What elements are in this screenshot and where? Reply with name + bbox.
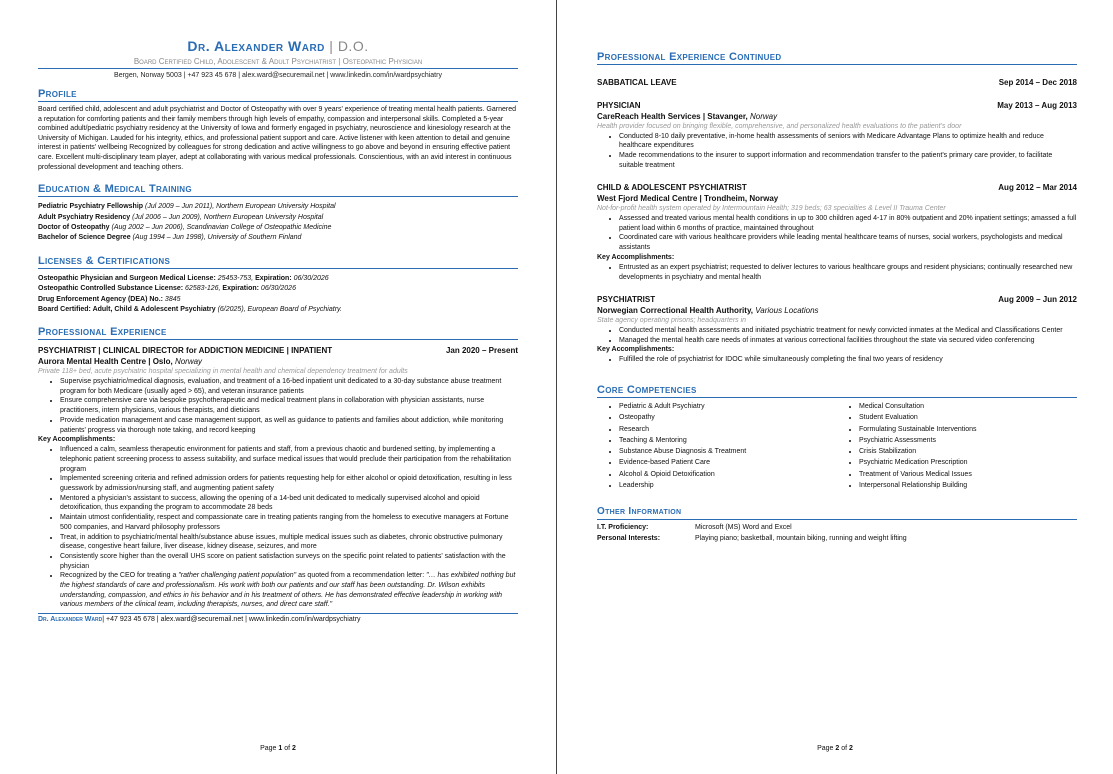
- job-duties: [597, 214, 1077, 253]
- list-item: • Medical Consultation: [859, 401, 1077, 412]
- list-item: • Osteopathy: [619, 412, 837, 423]
- licenses-heading: Licenses & Certifications: [38, 254, 518, 269]
- education-list: [38, 202, 518, 244]
- competencies-right-column: [837, 401, 1077, 491]
- resume-page-2: [557, 0, 1113, 774]
- job-dates: Sep 2014 – Dec 2018: [998, 78, 1077, 87]
- list-item: • Managed the mental health care needs of inmates at various correctional facilities throughout the state via secured video conferencing: [619, 336, 1077, 346]
- job-description: Not-for-profit health system operated by Intermountain Health; 319 beds; 63 specialties & Level II Trauma Center: [597, 205, 946, 213]
- license-item: Drug Enforcement Agency (DEA) No.: 3845: [38, 295, 181, 303]
- list-item: • Recognized by the CEO for treating a "rather challenging patient population" as quoted from a recommendation letter: "… has exhibited nothing but the highest standards of care and professionalism. His work with both our patients and our staff has been outstanding. Dr. Wilson exhibits understanding, compassion, and ethics in his behavior and in his treatment of others. He has demonstrated effective leadership in working with various members of the clinical team, including therapists, nurses, and direct care staff.": [60, 571, 518, 610]
- list-item: • Teaching & Mentoring: [619, 435, 837, 446]
- contact-line: Bergen, Norway 5003 | +47 923 45 678 | alex.ward@securemail.net | www.linkedin.com/in/wardpsychiatry: [114, 72, 442, 79]
- list-item: • Evidence-based Patient Care: [619, 457, 837, 468]
- sabbatical-row: [597, 77, 1077, 88]
- job-description: Private 118+ bed, acute psychiatric hospital specializing in mental health and chemical dependency treatment for adults: [38, 368, 408, 376]
- list-item: • Consistently score higher than the overall UHS score on patient satisfaction surveys on the specific point related to patients' satisfaction with the physician: [60, 552, 518, 571]
- list-item: • Substance Abuse Diagnosis & Treatment: [619, 446, 837, 457]
- job-dates: Aug 2012 – Mar 2014: [998, 183, 1077, 193]
- footer-name: Dr. Alexander Ward: [38, 616, 103, 624]
- list-item: • Alcohol & Opioid Detoxification: [619, 469, 837, 480]
- job-employer: Aurora Mental Health Centre | Oslo, Norway: [38, 357, 203, 367]
- list-item: • Maintain utmost confidentiality, respect and compassionate care in treating patients ranging from the homeless to executive managers at Fortune 500 companies, and Harvard philosophy professors: [60, 513, 518, 532]
- job-duties: [597, 326, 1077, 345]
- list-item: • Psychiatric Medication Prescription: [859, 457, 1077, 468]
- accomplishments-label: Key Accomplishments:: [597, 346, 675, 354]
- profile-text: Board certified child, adolescent and adult psychiatrist and Doctor of Osteopathy with over 9 years' experience of treating mental health patients. Garnered a reputation for comforting patients and their family members through high levels of empathy, compassion and interpersonal skills. Completed a 5-year combined adult/pediatric psychiatry residency at the University of Iowa and formerly engaged in psychiatry, neuroscience and kinesiology research at the University of Michigan. Lauded for his integrity, ethics, and professional patient support and care. Active listener with keen attention to detail and genuine interest in patients' wellbeing Recognized by colleagues for strong dedication and active willingness to go above and beyond in ensuring effective patient care. Excellent multi-disciplinary team player, adept at collaborating with various medical professionals. Conscientious, with an avid interest in continuous professional development and teaching others.: [38, 106, 516, 171]
- list-item: • Pediatric & Adult Psychiatry: [619, 401, 837, 412]
- other-info-heading: Other Information: [597, 505, 1077, 520]
- accomplishments-label: Key Accomplishments:: [597, 253, 675, 261]
- subtitle: Board Certified Child, Adolescent & Adult Psychiatrist | Osteopathic Physician: [38, 56, 518, 69]
- job-title: PHYSICIAN: [597, 101, 641, 110]
- list-item: • Student Evaluation: [859, 412, 1077, 423]
- job-dates: May 2013 – Aug 2013: [997, 101, 1077, 110]
- info-row: Personal Interests: Playing piano; basketball, mountain biking, running and weight lifting: [597, 535, 907, 543]
- job-dates: Jan 2020 – Present: [445, 346, 518, 356]
- accomplishments-list: [597, 355, 1077, 365]
- list-item: • Supervise psychiatric/medical diagnosis, evaluation, and treatment of a 16-bed inpatient unit dedicated to a 30-day substance abuse treatment program for both Medicare (usually aged > 65), and veteran insurance patients: [60, 377, 518, 396]
- education-item: Bachelor of Science Degree (Aug 1994 – Jun 1998), University of Southern Finland: [38, 234, 302, 242]
- name-text: Dr. Alexander Ward: [187, 38, 325, 54]
- job-title-row: [597, 294, 1077, 305]
- job-description: Health provider focused on bringing flexible, comprehensive, and personalized health evaluations to the patient's door: [597, 123, 962, 130]
- list-item: • Entrusted as an expert psychiatrist; requested to deliver lectures to various healthcare groups and resident physicians; continually researched new developments in psychiatry and mental health: [619, 263, 1077, 282]
- list-item: • Conducted 8-10 daily preventative, in-home health assessments of seniors with Medicare Advantage Plans to optimize health and reduce healthcare expenditures: [619, 132, 1077, 151]
- accomplishments-label: Key Accomplishments:: [38, 436, 116, 444]
- list-item: • Crisis Stabilization: [859, 446, 1077, 457]
- list-item: • Implemented screening criteria and refined admission orders for patients requesting help for either alcohol or opioid detoxification, resulting in less guesswork by admission/nursing staff, and augmenting patient safety: [60, 474, 518, 493]
- job-description: State agency operating prisons; headquarters in: [597, 317, 747, 325]
- license-item: Board Certified: Adult, Child & Adolescent Psychiatry (6/2025), European Board of Psychiatry.: [38, 306, 342, 313]
- profile-heading: Profile: [38, 87, 518, 102]
- accomplishments-list: [597, 263, 1077, 282]
- list-item: • Psychiatric Assessments: [859, 435, 1077, 446]
- list-item: • Provide medication management and case management support, as well as guidance to patients and families about addiction, while monitoring patients' progress via thorough note taking, and record keeping: [60, 416, 518, 435]
- job-entry: [38, 345, 518, 610]
- list-item: • Treatment of Various Medical Issues: [859, 469, 1077, 480]
- list-item: • Assessed and treated various mental health conditions in up to 300 children aged 4-17 in 80% outpatient and 20% inpatient settings; amassed a full patient load within 6 months of practice, maintained throughout: [619, 214, 1077, 233]
- job-employer: Norwegian Correctional Health Authority, Various Locations: [597, 306, 819, 316]
- licenses-list: [38, 274, 518, 316]
- job-entry: [597, 100, 1077, 170]
- competencies-heading: Core Competencies: [597, 383, 1077, 398]
- list-item: • Coordinated care with various healthcare providers while leading mental healthcare teams of nurses, social workers, psychologists and medical assistants: [619, 233, 1077, 252]
- page-number: Page 2 of 2: [817, 745, 853, 752]
- footer-contact: | +47 923 45 678 | alex.ward@securemail.net | www.linkedin.com/in/wardpsychiatry: [102, 616, 361, 624]
- resume-page-1: [0, 0, 556, 774]
- job-employer: West Fjord Medical Centre | Trondheim, Norway: [597, 194, 779, 204]
- list-item: • Mentored a physician's assistant to success, allowing the opening of a 14-bed unit dedicated to medically supervised alcohol and opioid detoxification, thus expanding the program to accommodate 28 beds: [60, 494, 518, 513]
- job-employer: CareReach Health Services | Stavanger, Norway: [597, 112, 778, 121]
- job-title-row: [597, 100, 1077, 111]
- job-entry: [597, 294, 1077, 365]
- list-item: • Interpersonal Relationship Building: [859, 480, 1077, 491]
- education-item: Pediatric Psychiatry Fellowship (Jul 2009 – Jun 2011), Northern European University Hospital: [38, 203, 336, 211]
- list-item: • Leadership: [619, 480, 837, 491]
- degree-text: D.O.: [337, 38, 369, 54]
- education-item: Doctor of Osteopathy (Aug 2002 – Jun 2006), Scandinavian College of Osteopathic Medicine: [38, 223, 332, 231]
- job-duties: [597, 132, 1077, 171]
- list-item: • Influenced a calm, seamless therapeutic environment for patients and staff, from a previous chaotic and burdened setting, by implementing a telephonic patient screening process to assess suitability, and surface medical issues that would preclude their participation from the rehabilitation program: [60, 445, 518, 474]
- job-duties: [38, 377, 518, 435]
- job-title-row: [597, 182, 1077, 193]
- competencies-grid: [597, 401, 1077, 491]
- education-item: Adult Psychiatry Residency (Jul 2006 – Jun 2009), Northern European University Hospital: [38, 213, 324, 221]
- list-item: • Conducted mental health assessments and initiated psychiatric treatment for newly convicted inmates at the Medical and Classifications Center: [619, 326, 1077, 336]
- page-footer: [38, 613, 518, 625]
- license-item: Osteopathic Controlled Substance License: 62583-126, Expiration: 06/30/2026: [38, 285, 296, 293]
- experience-heading: Professional Experience: [38, 325, 518, 340]
- job-title: SABBATICAL LEAVE: [597, 78, 677, 87]
- info-row: I.T. Proficiency: Microsoft (MS) Word and Excel: [597, 524, 792, 532]
- name-separator: |: [329, 38, 334, 54]
- competencies-left-column: [597, 401, 837, 491]
- list-item: • Ensure comprehensive care via bespoke psychotherapeutic and medical treatment plans in collaboration with physician assistants, nurse practitioners, intern physicians, various therapists, and dieticians: [60, 396, 518, 415]
- job-title: PSYCHIATRIST: [597, 295, 656, 305]
- job-dates: Aug 2009 – Jun 2012: [998, 295, 1077, 305]
- job-entry: [597, 182, 1077, 282]
- accomplishments-list: [38, 445, 518, 610]
- other-info-list: [597, 522, 1077, 544]
- page-number: Page 1 of 2: [260, 745, 296, 752]
- job-title: PSYCHIATRIST | CLINICAL DIRECTOR for ADDICTION MEDICINE | INPATIENT: [38, 346, 333, 356]
- job-title: CHILD & ADOLESCENT PSYCHIATRIST: [597, 183, 747, 193]
- list-item: • Made recommendations to the insurer to support information and recommendation transfer to the patient's primary care provider, to facilitate suitable treatment: [619, 151, 1077, 170]
- list-item: • Formulating Sustainable Interventions: [859, 424, 1077, 435]
- list-item: • Treat, in addition to psychiatric/mental health/substance abuse issues, multiple medical issues such as diabetes, chronic obstructive pulmonary disease, congestive heart failure, liver disease, kidney disease, seizures, and more: [60, 533, 518, 552]
- name-header: [38, 38, 518, 54]
- experience-continued-heading: Professional Experience Continued: [597, 50, 1077, 65]
- education-heading: Education & Medical Training: [38, 182, 518, 197]
- list-item: • Research: [619, 424, 837, 435]
- job-title-row: [38, 345, 518, 356]
- license-item: Osteopathic Physician and Surgeon Medical License: 25453-753, Expiration: 06/30/2026: [38, 274, 329, 282]
- list-item: • Fulfilled the role of psychiatrist for IDOC while simultaneously completing the final two years of residency: [619, 355, 1077, 365]
